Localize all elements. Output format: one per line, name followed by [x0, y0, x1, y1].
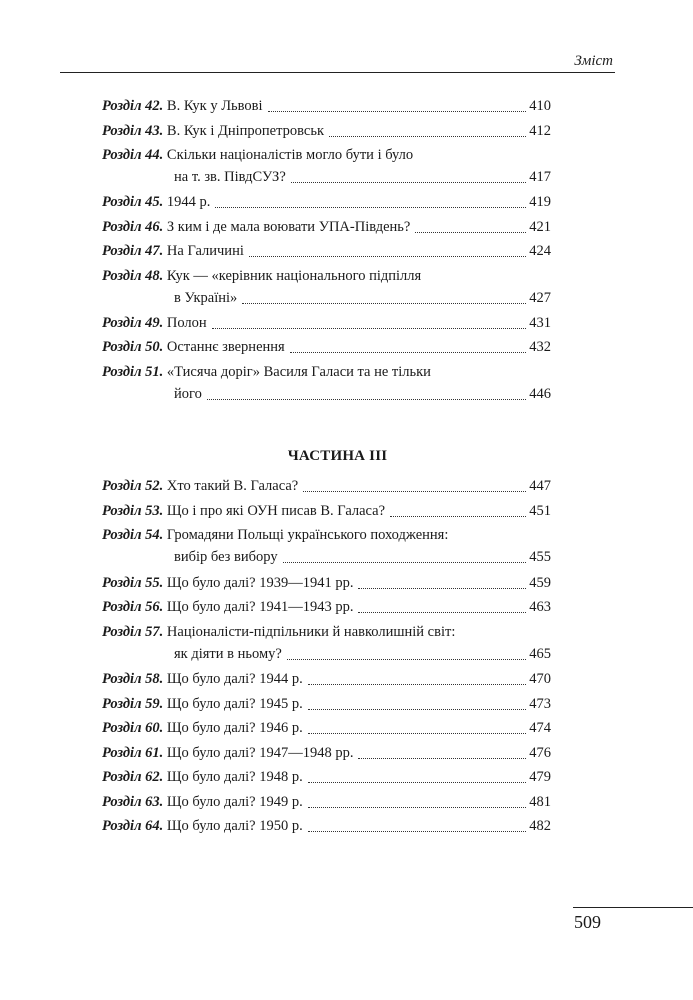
chapter-label: Розділ 47.: [102, 243, 164, 259]
chapter-page: 447: [529, 478, 551, 494]
chapter-label: Розділ 50.: [102, 339, 164, 355]
chapter-title: Що і про які ОУН писав В. Галаса?: [166, 502, 386, 519]
header-rule: [60, 72, 615, 73]
chapter-page: 412: [529, 122, 551, 139]
chapter-label: Розділ 58.: [102, 671, 164, 687]
chapter-label: Розділ 51.: [102, 363, 164, 380]
chapter-page: 451: [529, 502, 551, 519]
chapter-title: Що було далі? 1944 р.: [166, 671, 303, 687]
leader-dots: [358, 587, 526, 589]
chapter-page: 431: [529, 314, 551, 331]
chapter-title: Націоналісти-підпільники й навколишній світ:: [166, 623, 456, 640]
leader-dots: [358, 611, 526, 613]
leader-dots: [212, 327, 527, 329]
chapter-page: 465: [529, 645, 551, 662]
chapter-page: 455: [529, 549, 551, 565]
leader-dots: [215, 206, 526, 208]
toc-entry: [102, 621, 551, 665]
leader-dots: [308, 781, 527, 783]
chapter-page: 470: [529, 671, 551, 687]
chapter-title: Що було далі? 1950 р.: [166, 818, 303, 834]
toc-entry: [102, 693, 551, 715]
chapter-title: «Тисяча доріг» Василя Галаси та не тільки: [166, 363, 431, 380]
leader-dots: [390, 515, 526, 517]
leader-dots: [283, 561, 527, 563]
leader-dots: [242, 302, 526, 304]
chapter-label: Розділ 54.: [102, 527, 164, 543]
toc-entry: [102, 668, 551, 690]
chapter-label: Розділ 43.: [102, 122, 164, 139]
toc-entry: [102, 791, 551, 813]
chapter-label: Розділ 48.: [102, 267, 164, 284]
toc-entry: [102, 475, 551, 497]
chapter-title: як діяти в ньому?: [174, 645, 282, 662]
leader-dots: [290, 351, 527, 353]
chapter-title: його: [174, 385, 202, 402]
toc-entry: [102, 524, 551, 568]
toc-entry: [102, 95, 551, 117]
chapter-label: Розділ 53.: [102, 502, 164, 519]
chapter-page: 421: [529, 218, 551, 235]
chapter-title: вибір без вибору: [174, 549, 278, 565]
leader-dots: [358, 757, 526, 759]
chapter-title: В. Кук у Львові: [166, 98, 263, 114]
chapter-page: 410: [529, 98, 551, 114]
chapter-label: Розділ 63.: [102, 793, 164, 810]
leader-dots: [308, 708, 527, 710]
leader-dots: [291, 181, 526, 183]
chapter-page: 481: [529, 793, 551, 810]
chapter-page: 417: [529, 169, 551, 185]
chapter-label: Розділ 62.: [102, 769, 164, 785]
chapter-title: Що було далі? 1945 р.: [166, 695, 303, 712]
toc-entry: [102, 742, 551, 764]
chapter-label: Розділ 52.: [102, 478, 164, 494]
chapter-label: Розділ 44.: [102, 147, 164, 163]
chapter-title: на т. зв. ПівдСУЗ?: [174, 169, 286, 185]
leader-dots: [207, 398, 526, 400]
toc-entry: [102, 191, 551, 213]
chapter-page: 459: [529, 574, 551, 591]
toc-entry: [102, 500, 551, 522]
chapter-label: Розділ 57.: [102, 623, 164, 640]
chapter-page: 476: [529, 744, 551, 761]
leader-dots: [308, 806, 527, 808]
chapter-title: в Україні»: [174, 289, 238, 306]
chapter-page: 432: [529, 339, 551, 355]
leader-dots: [287, 658, 526, 660]
chapter-page: 482: [529, 818, 551, 834]
toc-entry: [102, 572, 551, 594]
chapter-label: Розділ 46.: [102, 218, 164, 235]
chapter-label: Розділ 42.: [102, 98, 164, 114]
chapter-label: Розділ 49.: [102, 314, 164, 331]
toc-entry: [102, 766, 551, 788]
chapter-page: 424: [529, 243, 551, 259]
chapter-title: З ким і де мала воювати УПА-Південь?: [166, 218, 411, 235]
chapter-label: Розділ 45.: [102, 194, 164, 210]
chapter-title: Що було далі? 1941—1943 рр.: [166, 599, 354, 615]
chapter-label: Розділ 55.: [102, 574, 164, 591]
chapter-title: Останнє звернення: [166, 339, 285, 355]
chapter-label: Розділ 61.: [102, 744, 164, 761]
toc-entry: [102, 312, 551, 334]
chapter-title: Що було далі? 1948 р.: [166, 769, 303, 785]
chapter-label: Розділ 64.: [102, 818, 164, 834]
chapter-title: Що було далі? 1947—1948 рр.: [166, 744, 354, 761]
chapter-title: Кук — «керівник національного підпілля: [166, 267, 422, 284]
toc-entry: [102, 144, 551, 188]
chapter-title: Що було далі? 1939—1941 рр.: [166, 574, 354, 591]
chapter-title: Скільки націоналістів могло бути і було: [166, 147, 414, 163]
chapter-page: 419: [529, 194, 551, 210]
toc-entry: [102, 596, 551, 618]
leader-dots: [308, 683, 527, 685]
toc-entry: [102, 120, 551, 142]
toc-entry: [102, 336, 551, 358]
leader-dots: [415, 231, 526, 233]
chapter-title: На Галичині: [166, 243, 244, 259]
leader-dots: [308, 732, 527, 734]
chapter-title: Що було далі? 1946 р.: [166, 720, 303, 736]
leader-dots: [329, 135, 526, 137]
toc-entry: [102, 717, 551, 739]
chapter-title: 1944 р.: [166, 194, 211, 210]
footer-rule: [573, 907, 693, 908]
chapter-page: 463: [529, 599, 551, 615]
part-title: ЧАСТИНА ІІІ: [287, 448, 388, 464]
chapter-title: Громадяни Польщі українського походження:: [166, 527, 449, 543]
chapter-page: 474: [529, 720, 551, 736]
chapter-page: 473: [529, 695, 551, 712]
page-number: 509: [574, 912, 601, 932]
chapter-page: 479: [529, 769, 551, 785]
toc-entry: [102, 240, 551, 262]
toc-entry: [102, 216, 551, 238]
chapter-title: Полон: [166, 314, 207, 331]
toc-entry: [102, 361, 551, 405]
chapter-page: 427: [529, 289, 551, 306]
chapter-label: Розділ 59.: [102, 695, 164, 712]
leader-dots: [249, 255, 526, 257]
chapter-title: Що було далі? 1949 р.: [166, 793, 303, 810]
chapter-label: Розділ 56.: [102, 599, 164, 615]
leader-dots: [268, 110, 527, 112]
leader-dots: [308, 830, 527, 832]
chapter-title: Хто такий В. Галаса?: [166, 478, 299, 494]
chapter-title: В. Кук і Дніпропетровськ: [166, 122, 324, 139]
chapter-label: Розділ 60.: [102, 720, 164, 736]
running-header-title: Зміст: [574, 53, 613, 69]
toc-entry: [102, 265, 551, 309]
chapter-page: 446: [529, 385, 551, 402]
toc-entry: [102, 815, 551, 837]
leader-dots: [303, 490, 526, 492]
